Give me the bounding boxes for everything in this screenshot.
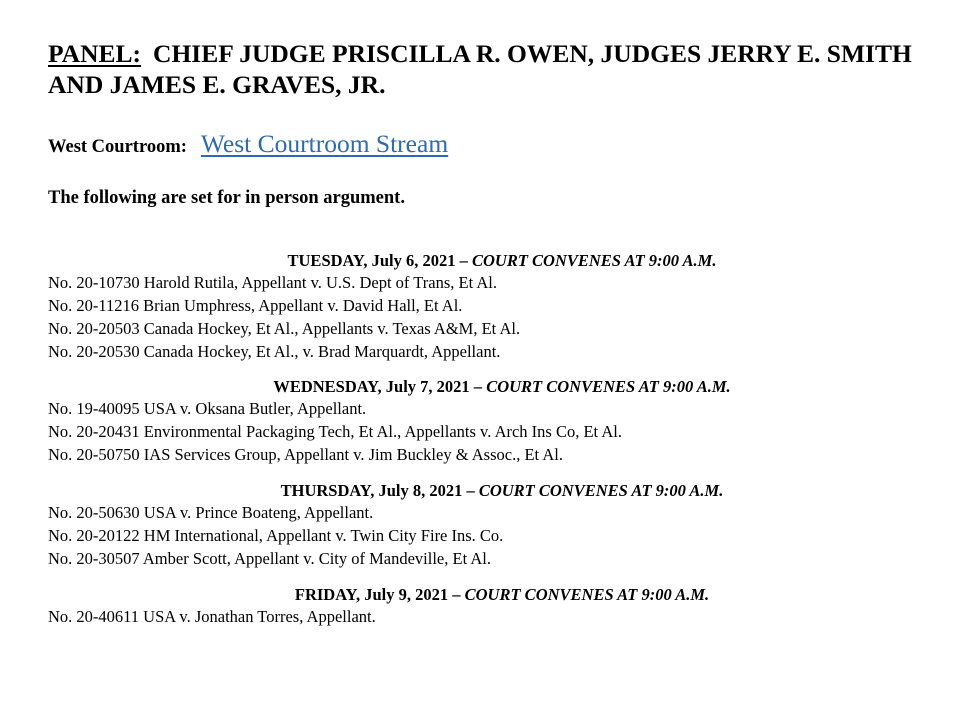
panel-heading (48, 38, 948, 100)
day-date: WEDNESDAY, July 7, 2021 – (273, 377, 483, 396)
case-item: No. 20-20503 Canada Hockey, Et Al., Appellants v. Texas A&M, Et Al. (48, 319, 521, 338)
day-convene: COURT CONVENES AT 9:00 A.M. (486, 377, 731, 396)
case-item: No. 20-40611 USA v. Jonathan Torres, Appellant. (48, 607, 376, 626)
case-item: No. 20-20431 Environmental Packaging Tech, Et Al., Appellants v. Arch Ins Co, Et Al. (48, 422, 622, 441)
day-date: TUESDAY, July 6, 2021 – (287, 251, 468, 270)
day-convene: COURT CONVENES AT 9:00 A.M. (471, 251, 717, 270)
day-convene: COURT CONVENES AT 9:00 A.M. (464, 585, 710, 604)
case-item: No. 20-30507 Amber Scott, Appellant v. City of Mandeville, Et Al. (48, 549, 492, 568)
panel-label: PANEL: (48, 39, 142, 68)
day-date: FRIDAY, July 9, 2021 – (294, 585, 461, 604)
case-item: No. 20-50750 IAS Services Group, Appellant v. Jim Buckley & Assoc., Et Al. (48, 445, 563, 464)
case-item: No. 20-20122 HM International, Appellant v. Twin City Fire Ins. Co. (48, 526, 504, 545)
day-header-thursday (0, 481, 980, 501)
case-item: No. 20-20530 Canada Hockey, Et Al., v. Brad Marquardt, Appellant. (48, 342, 501, 361)
case-item: No. 20-50630 USA v. Prince Boateng, Appellant. (48, 503, 374, 522)
intro-text: The following are set for in person argument. (48, 188, 405, 208)
day-header-tuesday (0, 251, 980, 271)
courtroom-line (48, 129, 448, 165)
day-header-friday (0, 585, 980, 605)
panel-judges: CHIEF JUDGE PRISCILLA R. OWEN, JUDGES JERRY E. SMITH AND JAMES E. GRAVES, JR. (48, 39, 912, 99)
case-item: No. 20-11216 Brian Umphress, Appellant v. David Hall, Et Al. (48, 296, 463, 315)
case-item: No. 19-40095 USA v. Oksana Butler, Appellant. (48, 399, 367, 418)
day-date: THURSDAY, July 8, 2021 – (280, 481, 475, 500)
day-header-wednesday (0, 377, 980, 397)
day-convene: COURT CONVENES AT 9:00 A.M. (478, 481, 724, 500)
case-item: No. 20-10730 Harold Rutila, Appellant v. U.S. Dept of Trans, Et Al. (48, 273, 497, 292)
courtroom-label: West Courtroom: (48, 137, 187, 157)
west-courtroom-stream-link[interactable]: West Courtroom Stream (200, 129, 449, 158)
